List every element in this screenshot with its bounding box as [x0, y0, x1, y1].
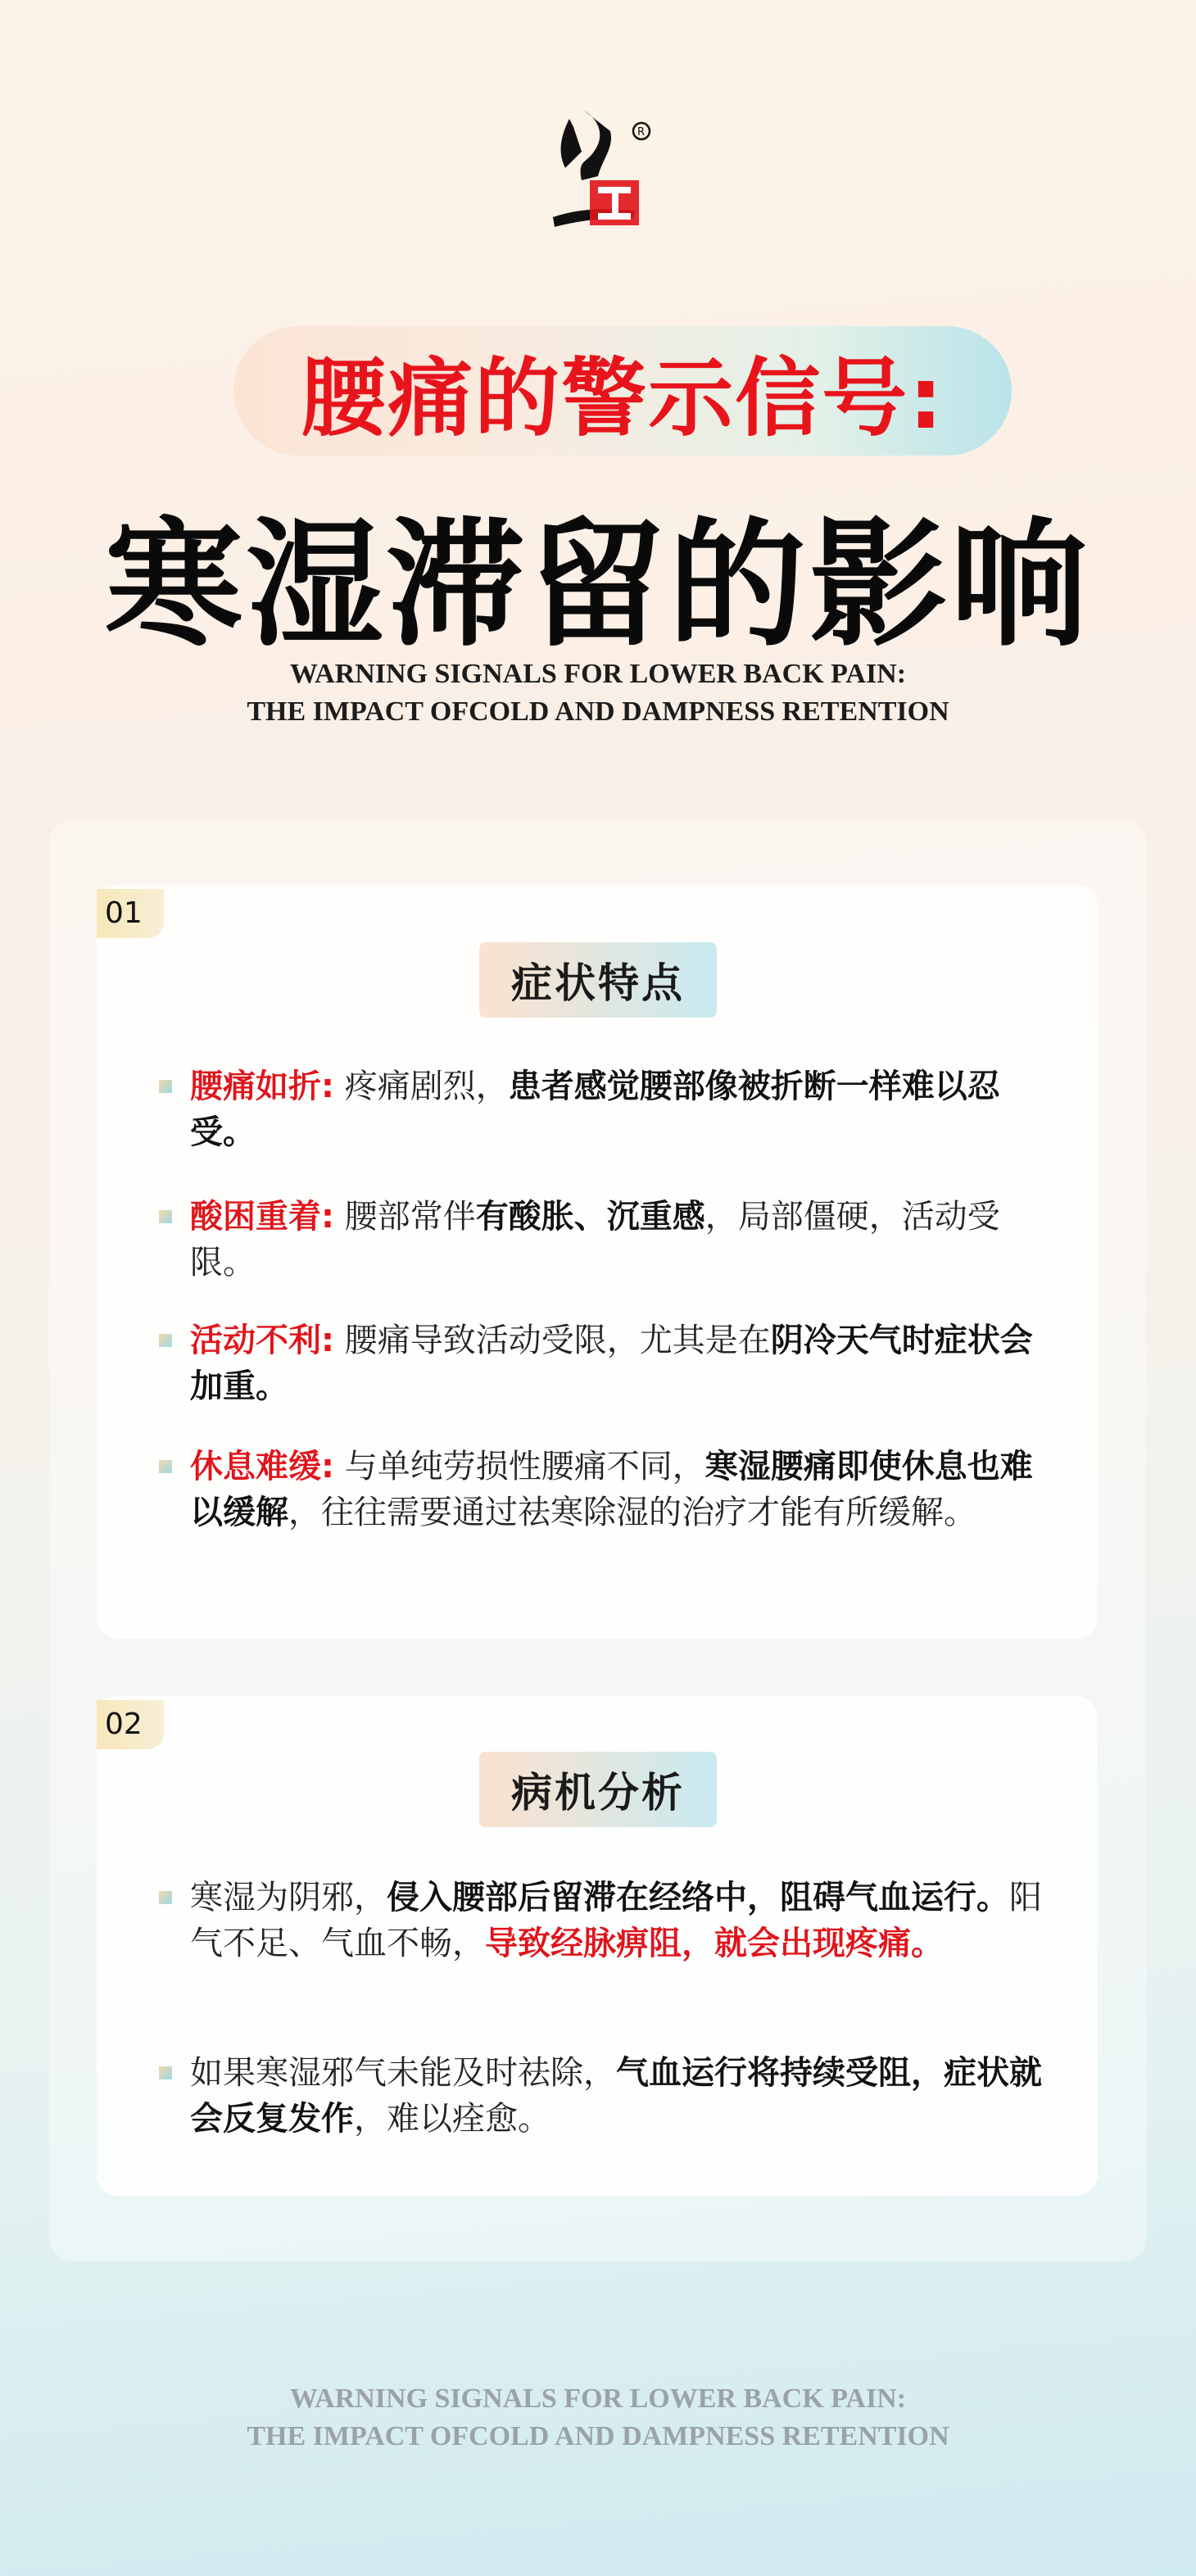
- section-number-badge: 02: [97, 1700, 164, 1749]
- pathogenesis-item: 如果寒湿邪气未能及时祛除，气血运行将持续受阻，症状就会反复发作，难以痊愈。: [190, 2050, 1042, 2142]
- symptom-item: 酸困重着: 腰部常伴有酸胀、沉重感，局部僵硬，活动受限。: [190, 1194, 1042, 1286]
- bullet-icon: [159, 1080, 172, 1093]
- pathogenesis-item: 寒湿为阴邪，侵入腰部后留滞在经络中，阻碍气血运行。阳气不足、气血不畅，导致经脉痹阻，就会出现疼痛。: [190, 1875, 1042, 1966]
- svg-text:R: R: [637, 126, 646, 138]
- page-title-line1: 腰痛的警示信号:: [301, 348, 945, 448]
- bullet-icon: [159, 1460, 172, 1473]
- section-title-symptoms: 症状特点: [479, 942, 717, 1018]
- english-subtitle: [0, 655, 1196, 731]
- english-subtitle-line2: THE IMPACT OFCOLD AND DAMPNESS RETENTION: [247, 696, 949, 727]
- symptom-item: 腰痛如折: 疼痛剧烈，患者感觉腰部像被折断一样难以忍受。: [190, 1064, 1042, 1155]
- bullet-icon: [159, 1334, 172, 1347]
- section-title-pathogenesis: 病机分析: [479, 1752, 717, 1827]
- bullet-icon: [159, 2066, 172, 2079]
- footer-subtitle-line2: THE IMPACT OFCOLD AND DAMPNESS RETENTION: [247, 2421, 949, 2451]
- brand-logo: [537, 102, 659, 242]
- footer-subtitle-line1: WARNING SIGNALS FOR LOWER BACK PAIN:: [289, 2383, 907, 2414]
- footer-subtitle: [0, 2380, 1196, 2456]
- symptom-item: 活动不利: 腰痛导致活动受限，尤其是在阴冷天气时症状会加重。: [190, 1317, 1042, 1409]
- bullet-icon: [159, 1210, 172, 1223]
- bullet-icon: [159, 1891, 172, 1904]
- section-number-badge: 01: [97, 889, 164, 938]
- page-title-line2: 寒湿滞留的影响: [105, 505, 1091, 665]
- symptom-item: 休息难缓: 与单纯劳损性腰痛不同，寒湿腰痛即使休息也难以缓解，往往需要通过祛寒除湿的治疗才能有所缓解。: [190, 1444, 1042, 1535]
- english-subtitle-line1: WARNING SIGNALS FOR LOWER BACK PAIN:: [289, 659, 907, 689]
